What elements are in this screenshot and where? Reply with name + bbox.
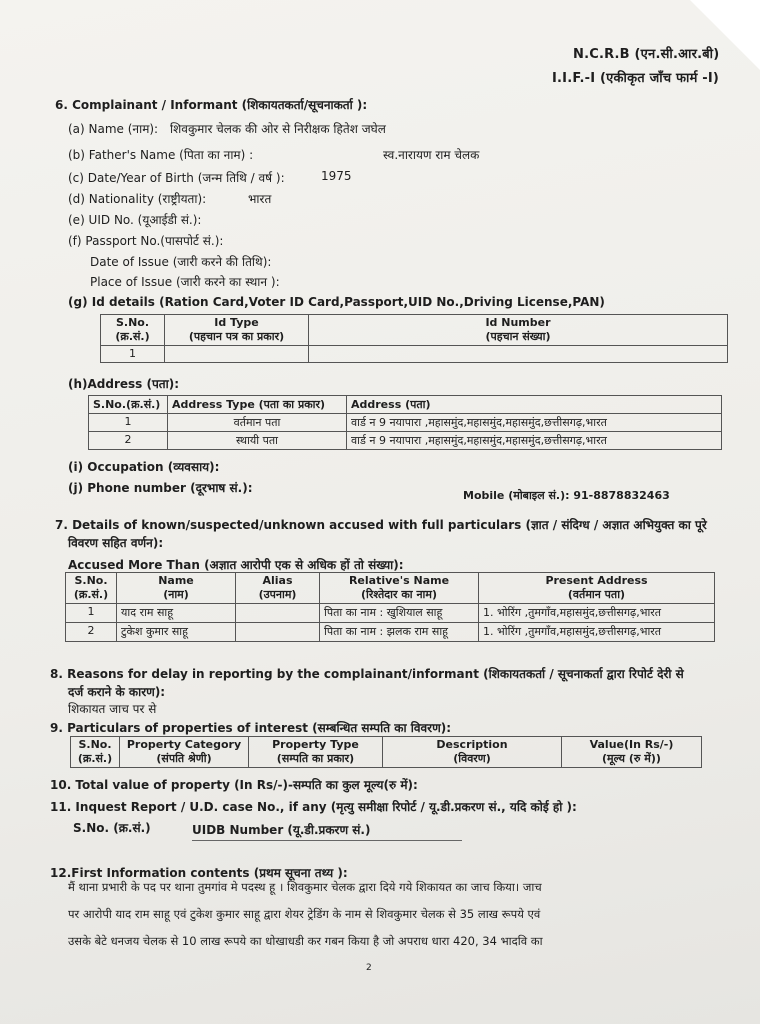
col-address: Address (पता) (347, 396, 722, 414)
cell-sno: 1 (89, 414, 168, 432)
col-relative-name: Relative's Name (रिश्तेदार का नाम) (320, 573, 479, 604)
field-name-value: शिवकुमार चेलक की ओर से निरीक्षक हितेश जघेल (170, 122, 386, 136)
table-row (101, 346, 728, 363)
field-name-label: (a) Name (नाम): (68, 122, 159, 136)
cell-address: वार्ड न 9 नयापारा ,महासमुंद,महासमुंद,महासमुंद,छत्तीसगढ़,भारत (347, 432, 722, 450)
col-sno: S.No. (क्र.सं.) (66, 573, 117, 604)
section-7-heading-cont: विवरण सहित वर्णन): (68, 536, 164, 550)
cell-sno: 1 (101, 346, 165, 363)
cell-sno: 1 (66, 604, 117, 623)
table-row (89, 414, 722, 432)
accused-table (65, 572, 715, 642)
cell-address: वार्ड न 9 नयापारा ,महासमुंद,महासमुंद,महासमुंद,छत्तीसगढ़,भारत (347, 414, 722, 432)
cell-address-type: स्थायी पता (168, 432, 347, 450)
field-phone-label: (j) Phone number (दूरभाष सं.): (68, 481, 253, 495)
section-12-heading: 12.First Information contents (प्रथम सूचना तथ्य ): (50, 866, 348, 880)
address-table (88, 395, 722, 450)
field-nationality-value: भारत (248, 192, 272, 206)
section-8-heading-cont: दर्ज कराने के कारण): (68, 685, 166, 699)
section-10-heading: 10. Total value of property (In Rs/-)-सम्पति का कुल मूल्य(रु में): (50, 778, 418, 792)
table-row (66, 623, 715, 642)
cell-id-number (309, 346, 728, 363)
cell-sno: 2 (89, 432, 168, 450)
fir-line: उसके बेटे धनजय चेलक से 10 लाख रूपये का धोखाधडी कर गबन किया है जो अपराध धारा 420, 34 भादवि का (68, 934, 543, 948)
inquest-uidb-label: UIDB Number (यू.डी.प्रकरण सं.) (192, 821, 462, 841)
section-8-heading: 8. Reasons for delay in reporting by the complainant/informant (शिकायतकर्ता / सूचनाकर्ता द्वारा रिपोर्ट देरी से (50, 667, 684, 681)
col-alias: Alias (उपनाम) (236, 573, 320, 604)
field-date-of-issue-label: Date of Issue (जारी करने की तिथि): (90, 255, 272, 269)
id-details-table (100, 314, 728, 363)
col-sno: S.No. (क्र.सं.) (101, 315, 165, 346)
field-place-of-issue-label: Place of Issue (जारी करने का स्थान ): (90, 275, 280, 289)
cell-present-address: 1. भोरिंग ,तुमगाँव,महासमुंद,छत्तीसगढ़,भारत (479, 604, 715, 623)
fir-line: मैं थाना प्रभारी के पद पर थाना तुमगांव मे पदस्थ हू । शिवकुमार चेलक द्वारा दिये गये शिकायत का जाच किया। जाच (68, 880, 542, 894)
cell-present-address: 1. भोरिंग ,तुमगाँव,महासमुंद,छत्तीसगढ़,भारत (479, 623, 715, 642)
cell-name: टुकेश कुमार साहू (117, 623, 236, 642)
section-11-heading: 11. Inquest Report / U.D. case No., if any (मृत्यु समीक्षा रिपोर्ट / यू.डी.प्रकरण सं., यदि कोई हो ): (50, 800, 577, 814)
field-mobile: Mobile (मोबाइल सं.): 91-8878832463 (463, 489, 670, 502)
col-property-category: Property Category (संपति श्रेणी) (120, 737, 249, 768)
col-sno: S.No. (क्र.सं.) (71, 737, 120, 768)
col-id-type: Id Type (पहचान पत्र का प्रकार) (165, 315, 309, 346)
cell-id-type (165, 346, 309, 363)
accused-more-than: Accused More Than (अज्ञात आरोपी एक से अधिक हों तो संख्या): (68, 558, 404, 572)
field-nationality-label: (d) Nationality (राष्ट्रीयता): (68, 192, 207, 206)
section-7-heading: 7. Details of known/suspected/unknown accused with full particulars (ज्ञात / संदिग्ध / अज्ञात अभियुक्त का पूरे (55, 518, 707, 532)
table-header-row (101, 315, 728, 346)
col-id-number: Id Number (पहचान संख्या) (309, 315, 728, 346)
table-header-row (89, 396, 722, 414)
col-address-type: Address Type (पता का प्रकार) (168, 396, 347, 414)
section-9-heading: 9. Particulars of properties of interest (सम्बन्धित सम्पति का विवरण): (50, 721, 452, 735)
cell-alias (236, 623, 320, 642)
table-row (66, 604, 715, 623)
col-value: Value(In Rs/-) (मूल्य (रु में)) (562, 737, 702, 768)
section-6-heading: 6. Complainant / Informant (शिकायतकर्ता/सूचनाकर्ता ): (55, 98, 368, 112)
page-number: 2 (366, 963, 372, 973)
first-information-contents (68, 874, 708, 955)
field-name (68, 120, 158, 137)
col-description: Description (विवरण) (383, 737, 562, 768)
field-uid-label: (e) UID No. (यूआईडी सं.): (68, 213, 202, 227)
cell-relative-name: पिता का नाम : खुशियाल साहू (320, 604, 479, 623)
field-dob-label: (c) Date/Year of Birth (जन्म तिथि / वर्ष ): (68, 171, 285, 185)
field-father-value: स्व.नारायण राम चेलक (383, 148, 480, 162)
cell-name: याद राम साहू (117, 604, 236, 623)
property-table (70, 736, 702, 768)
table-header-row (71, 737, 702, 768)
table-row (89, 432, 722, 450)
cell-alias (236, 604, 320, 623)
field-dob-value: 1975 (321, 169, 352, 183)
field-id-details-label: (g) Id details (Ration Card,Voter ID Card,Passport,UID No.,Driving License,PAN) (68, 295, 605, 309)
col-name: Name (नाम) (117, 573, 236, 604)
col-property-type: Property Type (सम्पति का प्रकार) (249, 737, 383, 768)
field-address-label: (h)Address (पता): (68, 377, 180, 391)
table-header-row (66, 573, 715, 604)
col-sno: S.No.(क्र.सं.) (89, 396, 168, 414)
field-occupation-label: (i) Occupation (व्यवसाय): (68, 460, 220, 474)
field-passport-label: (f) Passport No.(पासपोर्ट सं.): (68, 234, 224, 248)
inquest-sno-label: S.No. (क्र.सं.) (73, 821, 151, 835)
form-header-iif: I.I.F.-I (एकीकृत जाँच फार्म -I) (552, 71, 720, 86)
form-header-ncrb: N.C.R.B (एन.सी.आर.बी) (573, 47, 720, 62)
section-8-value: शिकायत जाच पर से (68, 702, 157, 716)
cell-sno: 2 (66, 623, 117, 642)
field-father-label: (b) Father's Name (पिता का नाम) : (68, 148, 254, 162)
fir-line: पर आरोपी याद राम साहू एवं टुकेश कुमार साहू द्वारा शेयर ट्रेडिंग के नाम से शिवकुमार चेलक से 35 लाख रूपये एवं (68, 907, 541, 921)
cell-address-type: वर्तमान पता (168, 414, 347, 432)
cell-relative-name: पिता का नाम : झलक राम साहू (320, 623, 479, 642)
col-present-address: Present Address (वर्तमान पता) (479, 573, 715, 604)
